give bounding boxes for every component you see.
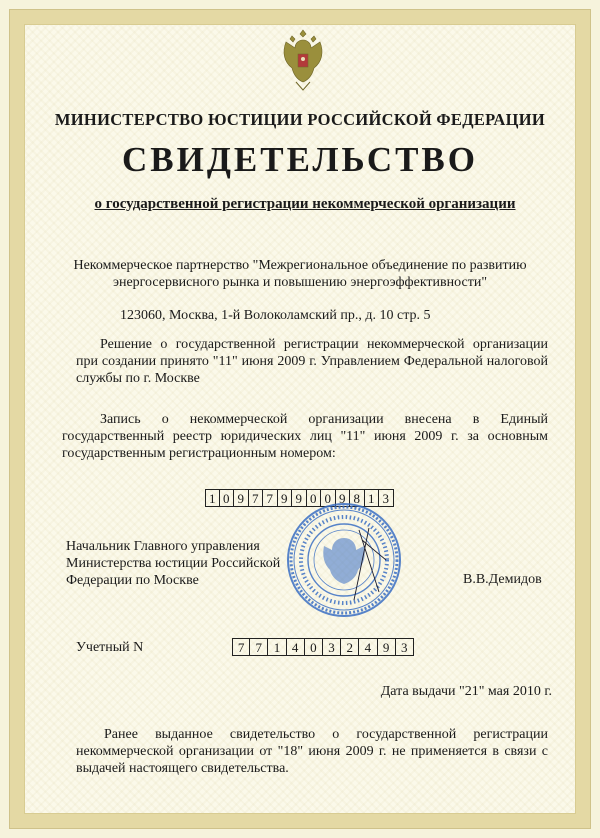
- supersession-note: Ранее выданное свидетельство о государственной регистрации некоммерческой организации от "18" июня 2009 г. не применяется в связи с выдачей настоящего свидетельства.: [76, 727, 548, 776]
- chief-title: Начальник Главного управления Министерства юстиции Российской Федерации по Москве: [66, 539, 281, 588]
- account-digit: 3: [323, 638, 341, 656]
- account-number: [232, 638, 414, 656]
- ogrn-digit: 1: [365, 489, 380, 507]
- account-digit: 9: [378, 638, 396, 656]
- account-digit: 1: [268, 638, 286, 656]
- account-label: Учетный N: [76, 640, 144, 655]
- ogrn-digit: 3: [379, 489, 394, 507]
- document-title: СВИДЕТЕЛЬСТВО: [121, 140, 479, 179]
- ogrn-digit: 7: [263, 489, 278, 507]
- account-digit: 7: [232, 638, 250, 656]
- account-digit: 4: [359, 638, 377, 656]
- account-digit: 4: [287, 638, 305, 656]
- ogrn-digit: 9: [336, 489, 351, 507]
- account-digit: 0: [305, 638, 323, 656]
- ogrn-digit: 0: [307, 489, 322, 507]
- registration-decision: Решение о государственной регистрации некоммерческой организации при создании принято "11" июня 2009 г. Управлением Федеральной налоговой службы по г. Москве: [76, 337, 548, 386]
- ogrn-digit: 8: [350, 489, 365, 507]
- organization-name: Некоммерческое партнерство "Межрегиональное объединение по развитию энергосервисного рынка и повышению энергоэффективности": [73, 258, 527, 290]
- coat-of-arms-icon: [278, 26, 328, 96]
- ogrn-digit: 1: [205, 489, 220, 507]
- issue-date: Дата выдачи "21" мая 2010 г.: [380, 684, 552, 699]
- ogrn-digit: 7: [249, 489, 264, 507]
- ogrn-digit: 0: [220, 489, 235, 507]
- ogrn-digit: 9: [292, 489, 307, 507]
- ogrn-digit: 9: [278, 489, 293, 507]
- account-digit: 3: [396, 638, 414, 656]
- document-subtitle: о государственной регистрации некоммерческой организации: [94, 196, 516, 212]
- account-digit: 7: [250, 638, 268, 656]
- ministry-name: МИНИСТЕРСТВО ЮСТИЦИИ РОССИЙСКОЙ ФЕДЕРАЦИИ: [54, 110, 546, 129]
- organization-address: 123060, Москва, 1-й Волоколамский пр., д. 10 стр. 5: [120, 308, 431, 323]
- ogrn-digit: 0: [321, 489, 336, 507]
- account-digit: 2: [341, 638, 359, 656]
- signer-name: В.В.Демидов: [463, 572, 542, 587]
- registry-record: Запись о некоммерческой организации внесена в Единый государственный реестр юридических лиц "11" июня 2009 г. за основным государственным регистрационным номером:: [62, 412, 548, 461]
- ogrn-digit: 9: [234, 489, 249, 507]
